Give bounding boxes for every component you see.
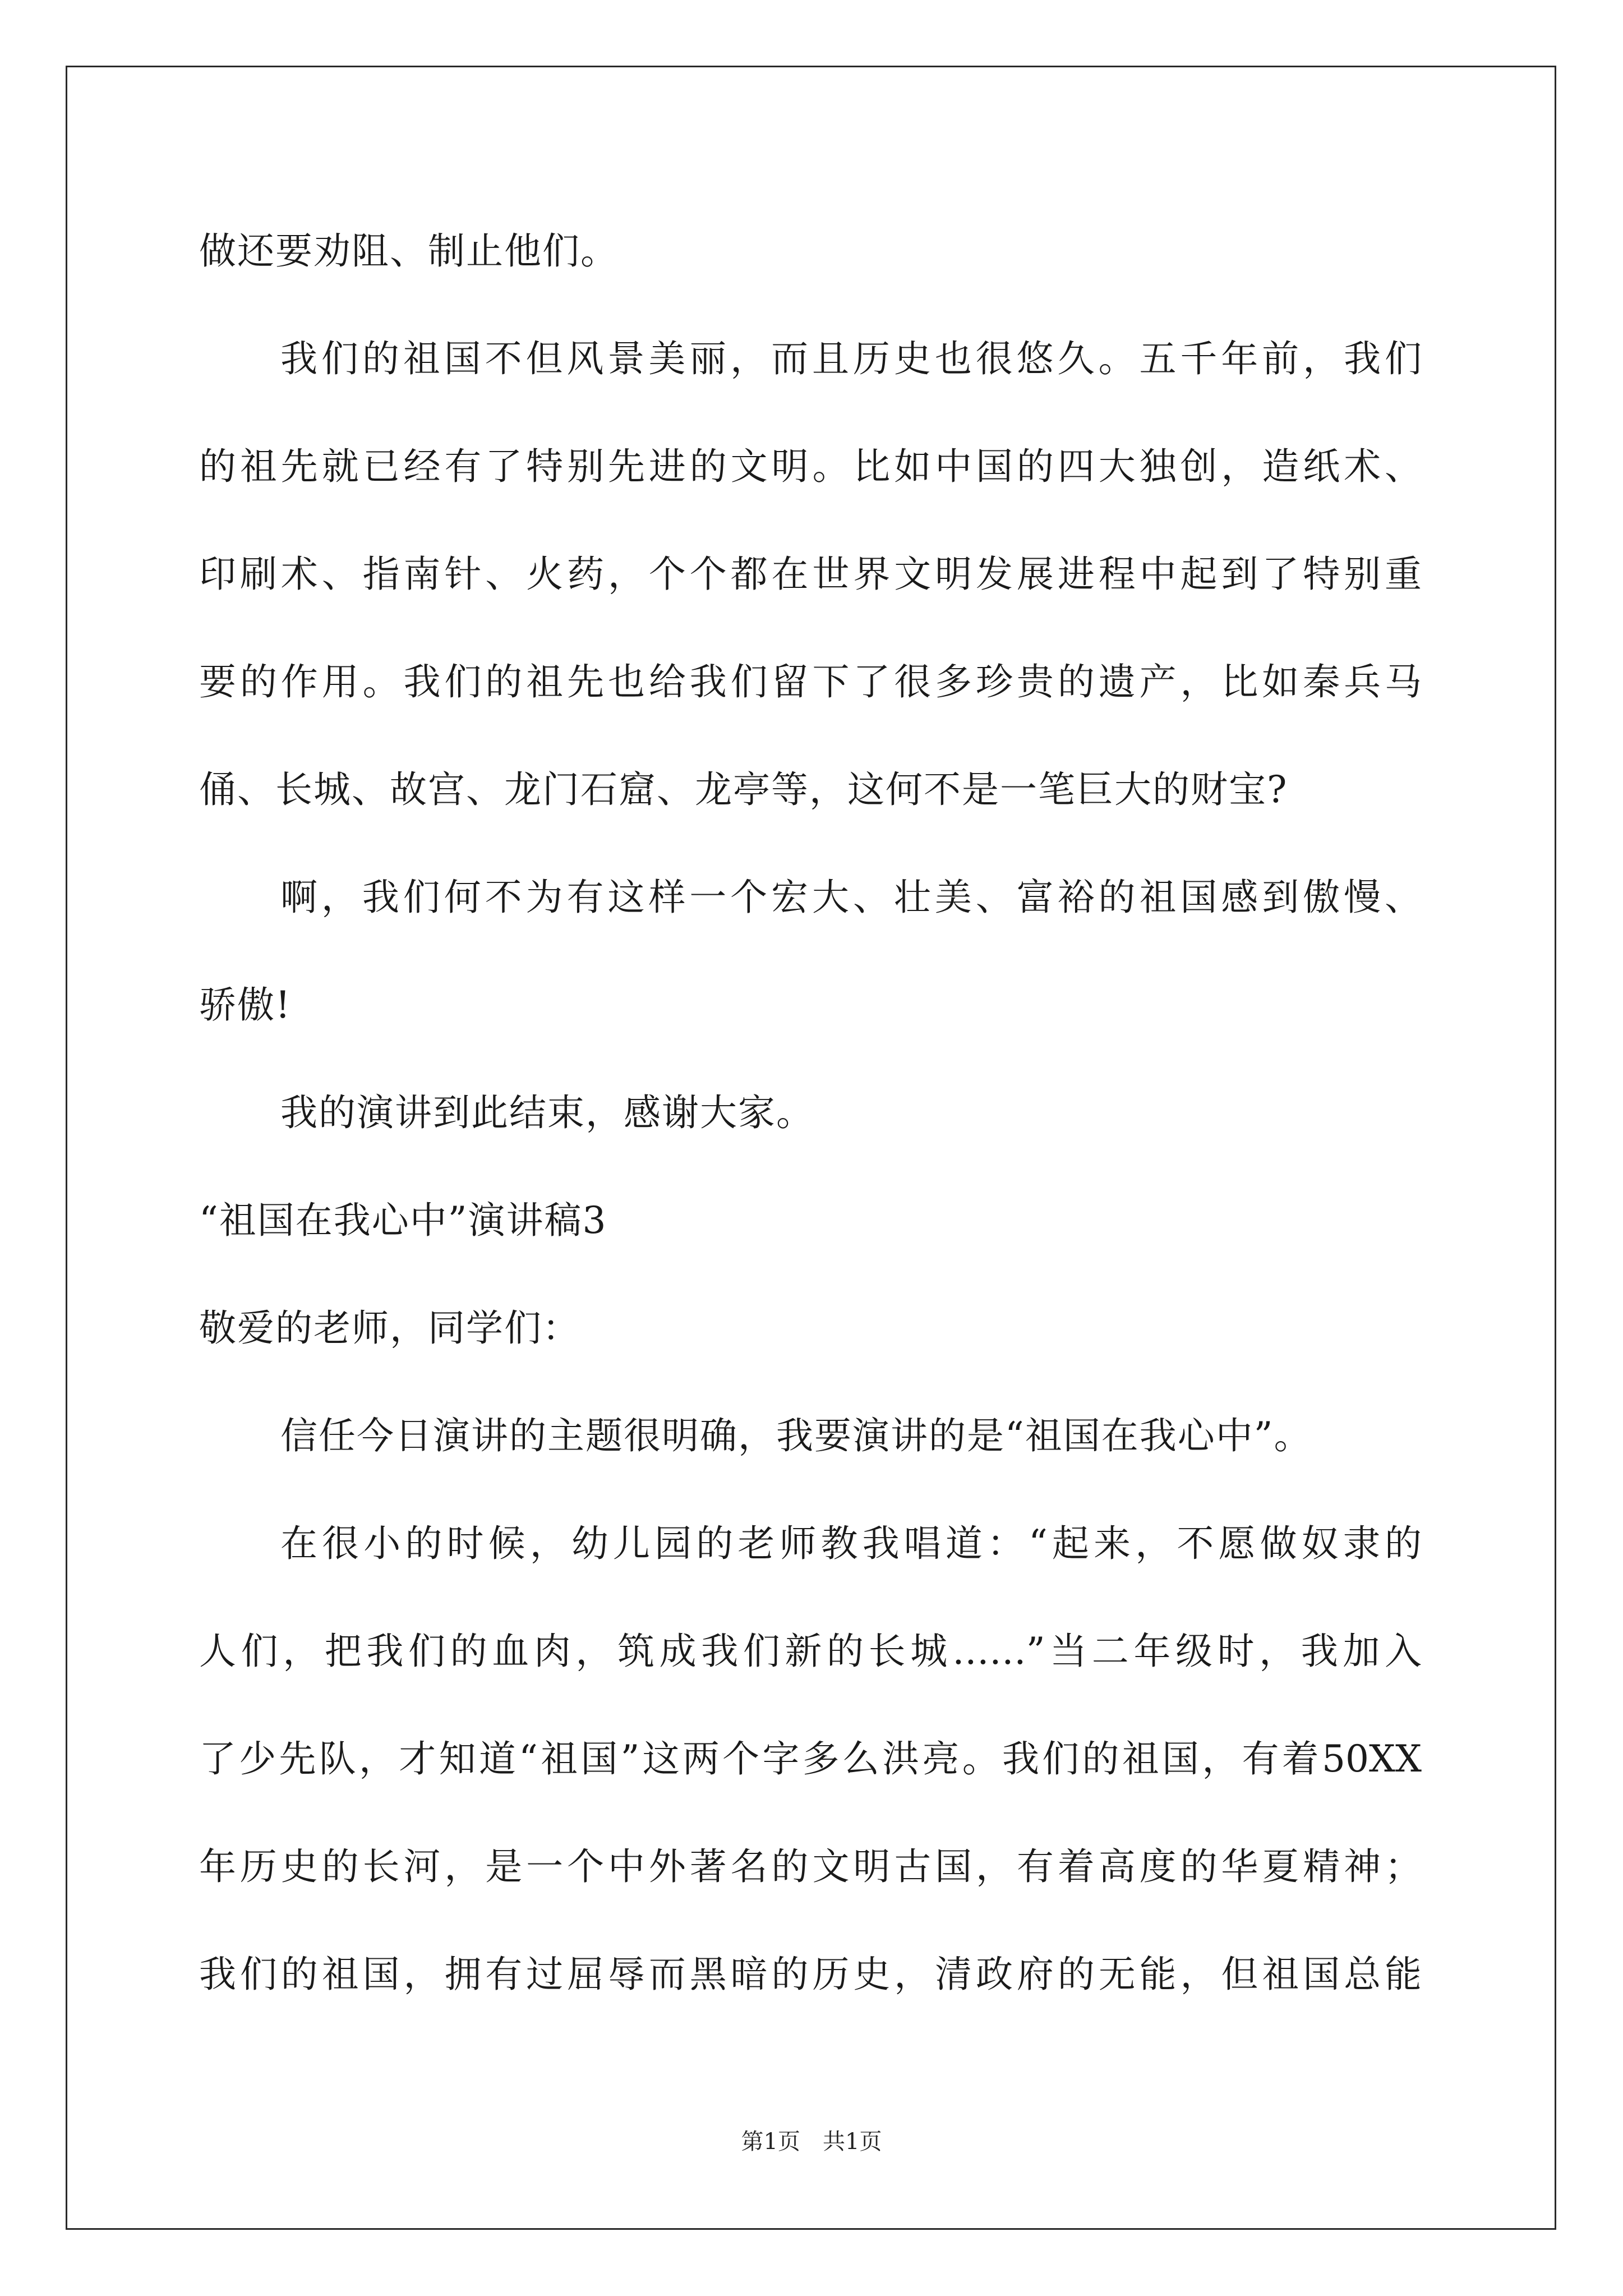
text-line-9: 我的演讲到此结束，感谢大家。: [280, 1091, 814, 1134]
text-line-7: 啊，我们何不为有这样一个宏大、壮美、富裕的祖国感到傲慢、: [280, 876, 1422, 919]
text-line-17: 我们的祖国，拥有过屈辱而黑暗的历史，清政府的无能，但祖国总能: [199, 1953, 1422, 1996]
text-line-4: 印刷术、指南针、火药，个个都在世界文明发展进程中起到了特别重: [199, 553, 1422, 596]
text-line-15: 了少先队，才知道“祖国”这两个字多么洪亮。我们的祖国，有着50XX: [199, 1737, 1422, 1780]
section-heading: “祖国在我心中”演讲稿3: [199, 1199, 607, 1242]
page-border: [66, 66, 1556, 2230]
text-line-2: 我们的祖国不但风景美丽，而且历史也很悠久。五千年前，我们: [280, 337, 1422, 380]
text-line-14: 人们，把我们的血肉，筑成我们新的长城……”当二年级时，我加入: [199, 1630, 1422, 1673]
text-line-3: 的祖先就已经有了特别先进的文明。比如中国的四大独创，造纸术、: [199, 445, 1422, 488]
text-line-6: 俑、长城、故宫、龙门石窟、龙亭等，这何不是一笔巨大的财宝?: [199, 768, 1288, 811]
text-line-1: 做还要劝阻、制止他们。: [199, 229, 619, 273]
text-line-13: 在很小的时候，幼儿园的老师教我唱道：“起来，不愿做奴隶的: [280, 1522, 1422, 1565]
salutation-line: 敬爱的老师，同学们：: [199, 1306, 580, 1350]
page-number-footer: 第1页 共1页: [741, 2129, 882, 2155]
text-line-8: 骄傲!: [199, 983, 292, 1027]
text-line-5: 要的作用。我们的祖先也给我们留下了很多珍贵的遗产，比如秦兵马: [199, 660, 1422, 703]
text-line-16: 年历史的长河，是一个中外著名的文明古国，有着高度的华夏精神；: [199, 1845, 1422, 1888]
text-line-12: 信任今日演讲的主题很明确，我要演讲的是“祖国在我心中”。: [280, 1414, 1312, 1457]
